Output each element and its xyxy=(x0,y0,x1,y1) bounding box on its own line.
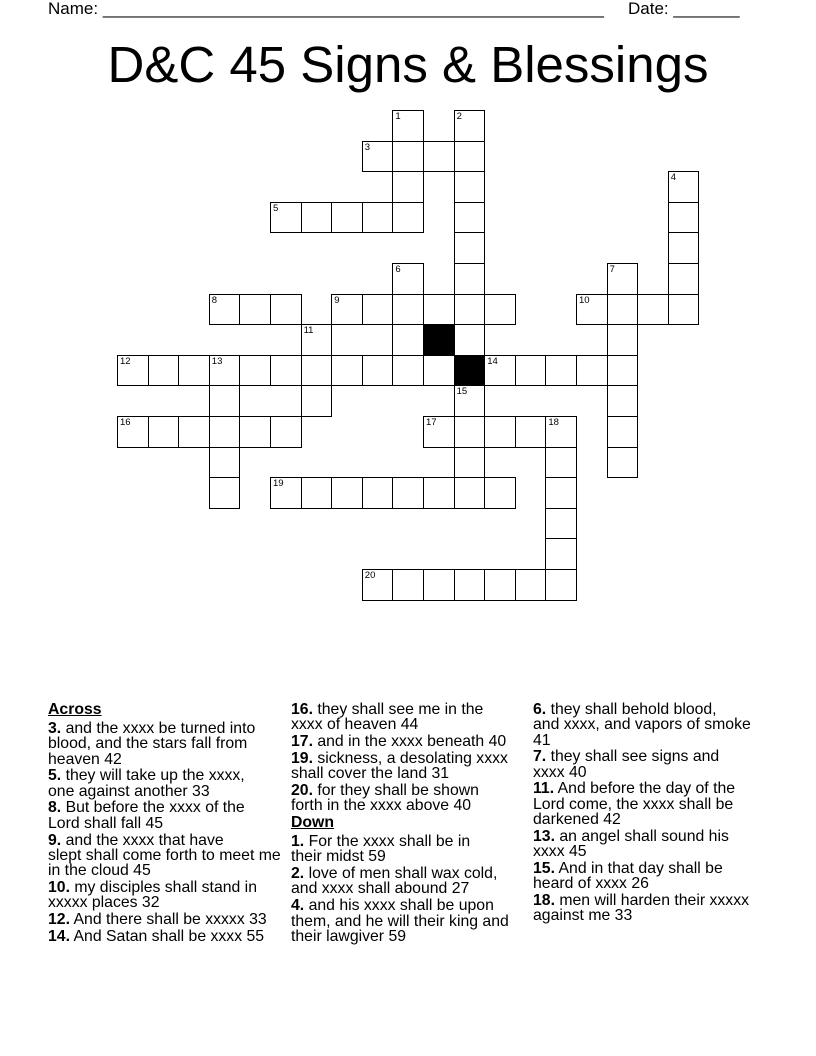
grid-cell[interactable] xyxy=(239,294,271,326)
grid-cell[interactable] xyxy=(392,202,424,234)
grid-cell[interactable] xyxy=(117,416,149,448)
grid-cell[interactable] xyxy=(454,232,486,264)
grid-cell[interactable] xyxy=(454,294,486,326)
grid-cell[interactable] xyxy=(331,202,363,234)
clue-number: 17 . xyxy=(291,733,313,750)
grid-cell[interactable] xyxy=(392,171,424,203)
clue-text: and the xxxx that have slept shall come forth to meet me in the cloud 45 xyxy=(48,831,281,880)
clue-text: But before the xxxx of the Lord shall fall 45 xyxy=(48,799,245,832)
cell-number: 1 xyxy=(395,111,401,122)
clue-down-18 xyxy=(533,893,751,924)
grid-cell[interactable] xyxy=(607,416,639,448)
grid-cell[interactable] xyxy=(454,324,486,356)
grid-cell[interactable] xyxy=(454,110,486,142)
cell-number: 19 xyxy=(273,478,284,490)
grid-cell[interactable] xyxy=(454,171,486,203)
clue-down-15 xyxy=(533,861,751,892)
grid-cell[interactable] xyxy=(423,569,455,601)
cell-number: 9 xyxy=(334,294,340,306)
grid-cell[interactable] xyxy=(209,355,241,387)
grid-cell[interactable] xyxy=(331,477,363,509)
clue-across-20 xyxy=(291,783,509,814)
clue-across-19 xyxy=(291,751,509,782)
clue-number: 3 . xyxy=(48,720,61,737)
clue-text: And in that day shall be heard of xxxx 26 xyxy=(533,859,723,893)
grid-cell[interactable] xyxy=(178,355,210,387)
grid-cell[interactable] xyxy=(209,447,241,479)
grid-cell[interactable] xyxy=(668,171,700,203)
grid-cell[interactable] xyxy=(362,569,394,601)
grid-cell[interactable] xyxy=(423,141,455,173)
clue-text: sickness, a desolating xxxx shall cover the land 31 xyxy=(291,749,508,783)
grid-cell[interactable] xyxy=(668,232,700,264)
black-cell xyxy=(454,355,486,387)
clue-number: 5 . xyxy=(48,767,61,784)
grid-cell[interactable] xyxy=(392,324,424,356)
clue-text: they shall see me in the xxxx of heaven 44 xyxy=(291,701,484,734)
clue-number: 4 . xyxy=(291,897,304,914)
grid-cell[interactable] xyxy=(545,477,577,509)
grid-cell[interactable] xyxy=(270,202,302,234)
grid-cell[interactable] xyxy=(239,416,271,448)
clue-text: And there shall be xxxxx 33 xyxy=(73,911,267,929)
clue-text: For the xxxx shall be in their midst 59 xyxy=(291,833,471,866)
grid-cell[interactable] xyxy=(607,263,639,295)
clue-text: men will harden their xxxxx against me 33 xyxy=(533,892,749,925)
cell-number: 13 xyxy=(211,355,223,367)
grid-cell[interactable] xyxy=(454,416,486,448)
clue-across-16 xyxy=(291,702,509,733)
clue-text: love of men shall wax cold, and xxxx shall abound 27 xyxy=(291,865,498,898)
clue-number: 8 . xyxy=(48,799,61,816)
grid-cell[interactable] xyxy=(484,294,516,326)
grid-cell[interactable] xyxy=(607,447,639,479)
grid-cell[interactable] xyxy=(668,294,700,326)
clue-number: 11 . xyxy=(533,780,554,797)
grid-cell[interactable] xyxy=(362,477,394,509)
clue-down-6 xyxy=(533,702,751,748)
clue-text: an angel shall sound his xxxx 45 xyxy=(533,827,729,861)
cell-number: 14 xyxy=(487,355,498,367)
page-title: D&C 45 Signs & Blessings xyxy=(107,36,709,93)
grid-cell[interactable] xyxy=(270,416,302,448)
cell-number: 8 xyxy=(211,294,218,306)
grid-cell[interactable] xyxy=(301,385,333,417)
black-cell xyxy=(423,324,455,356)
clue-number: 19 . xyxy=(291,750,313,767)
grid-cell[interactable] xyxy=(239,355,271,387)
grid-cell[interactable] xyxy=(331,294,363,326)
clue-across-17 xyxy=(291,734,509,749)
clue-number: 14 . xyxy=(48,928,70,945)
grid-cell[interactable] xyxy=(454,447,486,479)
clue-number: 12 . xyxy=(48,911,70,928)
grid-cell[interactable] xyxy=(423,416,455,448)
name-field xyxy=(48,0,604,17)
clue-text: and his xxxx shall be upon them, and he will their king and their lawgiver 59 xyxy=(291,897,509,945)
clue-number: 18 . xyxy=(533,892,555,909)
grid-cell[interactable] xyxy=(301,355,333,387)
cell-number: 15 xyxy=(456,386,468,398)
clue-down-4 xyxy=(291,898,509,944)
grid-cell[interactable] xyxy=(362,294,394,326)
date-field xyxy=(628,0,740,17)
cell-number: 10 xyxy=(579,294,590,306)
grid-cell[interactable] xyxy=(117,355,149,387)
grid-cell[interactable] xyxy=(454,263,486,295)
clue-across-8 xyxy=(48,800,281,831)
cell-number: 12 xyxy=(120,355,131,367)
grid-cell[interactable] xyxy=(607,385,639,417)
grid-cell[interactable] xyxy=(454,202,486,234)
grid-cell[interactable] xyxy=(576,355,608,387)
clues-column xyxy=(291,702,509,946)
grid-cell[interactable] xyxy=(484,416,516,448)
date-blank[interactable]: _______ xyxy=(673,0,740,18)
grid-cell[interactable] xyxy=(545,569,577,601)
cell-number: 3 xyxy=(364,141,371,153)
clue-text: and the xxxx be turned into blood, and the stars fall from heaven 42 xyxy=(48,719,256,768)
crossword-grid xyxy=(117,110,700,601)
grid-cell[interactable] xyxy=(392,110,424,142)
name-label: Name: xyxy=(48,0,99,18)
clue-down-11 xyxy=(533,781,751,827)
clue-text: And Satan shall be xxxx 55 xyxy=(73,927,265,945)
grid-cell[interactable] xyxy=(392,294,424,326)
grid-cell[interactable] xyxy=(668,263,700,295)
clue-across-14 xyxy=(48,929,281,944)
clue-number: 13 . xyxy=(533,828,555,845)
clue-number: 10 . xyxy=(48,879,70,896)
grid-cell[interactable] xyxy=(607,294,639,326)
clue-across-5 xyxy=(48,768,281,799)
clue-across-3 xyxy=(48,721,281,767)
grid-cell[interactable] xyxy=(576,294,608,326)
grid-cell[interactable] xyxy=(515,355,547,387)
clue-text: they shall behold blood, and xxxx, and vapors of smoke 41 xyxy=(533,701,751,749)
grid-cell[interactable] xyxy=(545,355,577,387)
clue-down-1 xyxy=(291,834,509,865)
grid-cell[interactable] xyxy=(607,324,639,356)
clues-column xyxy=(48,702,281,946)
grid-cell[interactable] xyxy=(270,355,302,387)
grid-cell[interactable] xyxy=(515,569,547,601)
clues-column xyxy=(533,702,751,925)
grid-cell[interactable] xyxy=(209,294,241,326)
grid-cell[interactable] xyxy=(392,141,424,173)
grid-cell[interactable] xyxy=(454,141,486,173)
cell-number: 20 xyxy=(364,570,376,581)
grid-cell[interactable] xyxy=(392,263,424,295)
clue-number: 2 . xyxy=(291,865,304,882)
grid-cell[interactable] xyxy=(209,416,241,448)
clue-text: my disciples shall stand in xxxxx places 32 xyxy=(48,878,257,912)
grid-cell[interactable] xyxy=(454,477,486,509)
grid-cell[interactable] xyxy=(362,202,394,234)
grid-cell[interactable] xyxy=(301,324,333,356)
clue-across-12 xyxy=(48,912,281,927)
clue-number: 7 . xyxy=(533,748,546,765)
grid-cell[interactable] xyxy=(301,202,333,234)
clue-text: they will take up the xxxx, one against another 33 xyxy=(48,767,245,800)
cell-number: 2 xyxy=(456,111,462,122)
grid-cell[interactable] xyxy=(545,416,577,448)
clue-number: 15 . xyxy=(533,860,555,877)
clue-number: 6 . xyxy=(533,701,546,718)
grid-cell[interactable] xyxy=(392,355,424,387)
cell-number: 7 xyxy=(609,264,615,275)
grid-cell[interactable] xyxy=(209,385,241,417)
date-label: Date: xyxy=(628,0,669,18)
clue-text: and in the xxxx beneath 40 xyxy=(317,733,507,751)
grid-cell[interactable] xyxy=(178,416,210,448)
grid-cell[interactable] xyxy=(515,416,547,448)
grid-cell[interactable] xyxy=(454,385,486,417)
grid-cell[interactable] xyxy=(484,569,516,601)
clue-across-10 xyxy=(48,880,281,911)
grid-cell[interactable] xyxy=(637,294,669,326)
clue-text: they shall see signs and xxxx 40 xyxy=(533,748,720,781)
grid-cell[interactable] xyxy=(545,538,577,570)
clue-down-13 xyxy=(533,829,751,860)
grid-cell[interactable] xyxy=(362,141,394,173)
grid-cell[interactable] xyxy=(362,355,394,387)
grid-cell[interactable] xyxy=(484,477,516,509)
clue-down-2 xyxy=(291,866,509,897)
across-heading: Across xyxy=(48,701,102,718)
grid-cell[interactable] xyxy=(423,477,455,509)
grid-cell[interactable] xyxy=(668,202,700,234)
grid-cell[interactable] xyxy=(423,355,455,387)
grid-cell[interactable] xyxy=(331,355,363,387)
grid-cell[interactable] xyxy=(148,355,180,387)
grid-cell[interactable] xyxy=(607,355,639,387)
grid-cell[interactable] xyxy=(484,355,516,387)
grid-cell[interactable] xyxy=(392,477,424,509)
name-blank[interactable]: _____________________________________________________ xyxy=(102,0,604,18)
clue-down-7 xyxy=(533,749,751,780)
grid-cell[interactable] xyxy=(545,508,577,540)
grid-cell[interactable] xyxy=(209,477,241,509)
grid-cell[interactable] xyxy=(392,569,424,601)
grid-cell[interactable] xyxy=(423,294,455,326)
cell-number: 5 xyxy=(273,202,279,214)
cell-number: 6 xyxy=(395,264,401,275)
clue-number: 20 . xyxy=(291,782,313,799)
clue-across-9 xyxy=(48,833,281,879)
cell-number: 16 xyxy=(120,417,131,428)
cell-number: 11 xyxy=(303,325,314,337)
down-heading: Down xyxy=(291,814,334,832)
cell-number: 4 xyxy=(670,172,677,184)
grid-cell[interactable] xyxy=(454,569,486,601)
clue-number: 9 . xyxy=(48,832,61,849)
grid-cell[interactable] xyxy=(270,477,302,509)
grid-cell[interactable] xyxy=(148,416,180,448)
clue-text: for they shall be shown forth in the xxxx above 40 xyxy=(291,781,479,815)
clue-text: And before the day of the Lord come, the xxxx shall be darkened 42 xyxy=(533,780,736,829)
grid-cell[interactable] xyxy=(545,447,577,479)
cell-number: 18 xyxy=(548,417,559,428)
clue-number: 16 . xyxy=(291,701,313,718)
grid-cell[interactable] xyxy=(301,477,333,509)
grid-cell[interactable] xyxy=(270,294,302,326)
clue-number: 1 . xyxy=(291,833,304,850)
cell-number: 17 xyxy=(426,417,437,428)
